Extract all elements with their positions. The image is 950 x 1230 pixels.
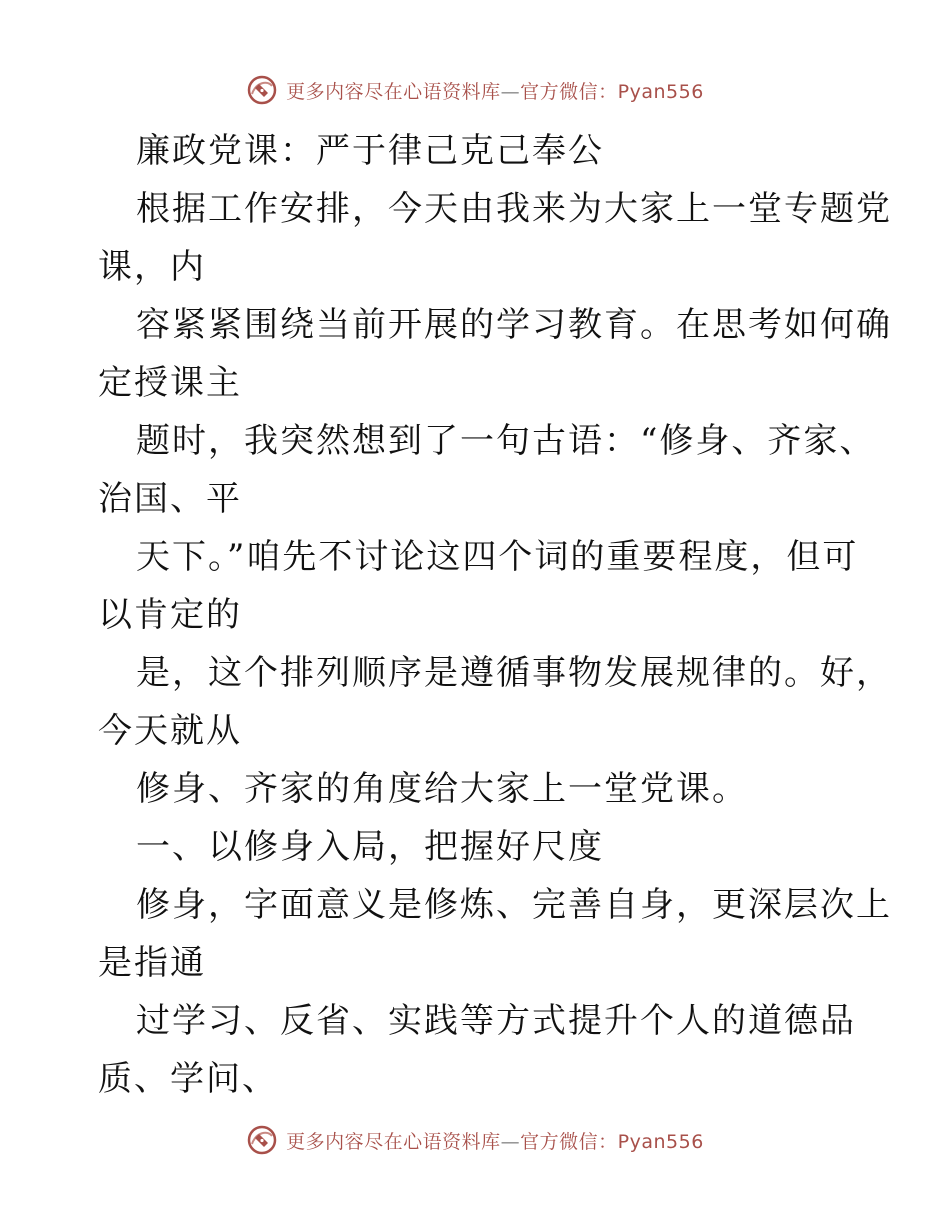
watermark-text: 更多内容尽在心语资料库—官方微信：Pyan556	[286, 80, 704, 103]
paragraph-line: 是，这个排列顺序是遵循事物发展规律的。好，	[136, 653, 892, 693]
watermark-header	[0, 70, 950, 110]
paragraph-line: 一、以修身入局，把握好尺度	[136, 827, 604, 867]
paragraph-line: 容紧紧围绕当前开展的学习教育。在思考如何确	[136, 305, 892, 345]
paragraph-line: 今天就从	[98, 711, 242, 751]
paragraph-line: 题时，我突然想到了一句古语：“修身、齐家、	[136, 421, 876, 461]
paragraph-line: 治国、平	[98, 479, 242, 519]
paragraph-line: 修身、齐家的角度给大家上一堂党课。	[136, 769, 748, 809]
document-title-line: 廉政党课：严于律己克己奉公	[136, 131, 604, 171]
pen-nib-swirl-icon	[246, 74, 278, 106]
watermark-text: 更多内容尽在心语资料库—官方微信：Pyan556	[286, 1130, 704, 1153]
paragraph-line: 课，内	[98, 247, 206, 287]
paragraph-line: 以肯定的	[98, 595, 242, 635]
document-body	[98, 122, 892, 1108]
paragraph-line: 定授课主	[98, 363, 242, 403]
pen-nib-swirl-icon	[246, 1124, 278, 1156]
paragraph-line: 是指通	[98, 943, 206, 983]
paragraph-line: 天下。”咱先不讨论这四个词的重要程度，但可	[136, 537, 859, 577]
paragraph-line: 质、学问、	[98, 1059, 278, 1099]
paragraph-line: 过学习、反省、实践等方式提升个人的道德品	[136, 1001, 856, 1041]
watermark-footer	[0, 1120, 950, 1160]
paragraph-line: 修身，字面意义是修炼、完善自身，更深层次上	[136, 885, 892, 925]
paragraph-line: 根据工作安排，今天由我来为大家上一堂专题党	[136, 189, 892, 229]
